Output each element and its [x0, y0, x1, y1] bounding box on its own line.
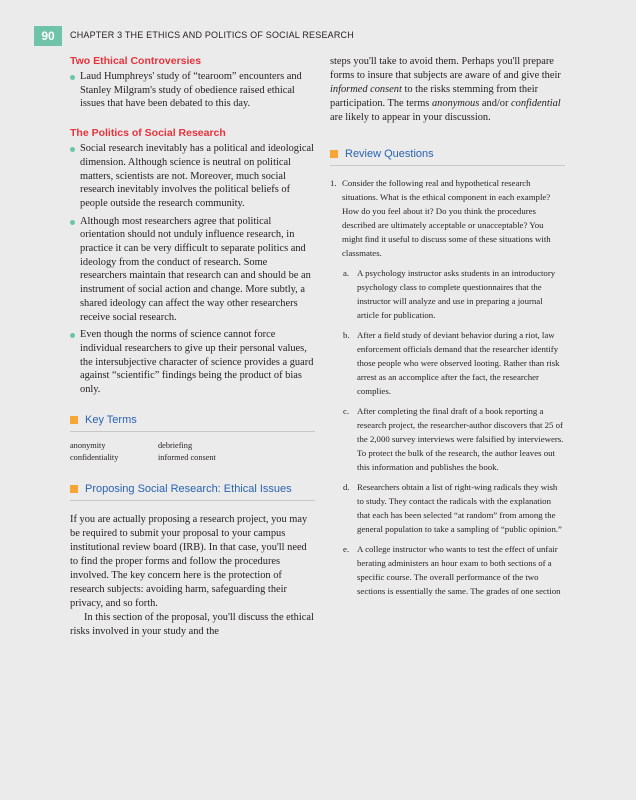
divider: [70, 500, 315, 501]
bullet-item: Although most researchers agree that political orientation should not unduly influence research, in practice it can be very difficult to separate politics and ideology from the conduct of research. Some researchers maintain that research can and should be an instrument of social action and change. More subtly, a shared ideology can affect the way other researchers receive social research.: [70, 215, 315, 325]
sub-question: a. A psychology instructor asks students in an introductory psychology class to complete questionnaires that the instructor will analyze and use in preparing a journal article for publication.: [343, 268, 556, 320]
sub-question: d. Researchers obtain a list of right-wing radicals they wish to study. They contact the radicals with the explanation that each has been selected “at random” from among the general population to take a sampling of “public opinion.”: [343, 482, 562, 534]
question-item: 1. Consider the following real and hypothetical research situations. What is the ethical component in each example? How do you feel about it? Do you think the procedures described are ultimately acceptable or unacceptable? You might find it useful to discuss some of these situations with classmates.: [330, 178, 551, 258]
chapter-title: CHAPTER 3 THE ETHICS AND POLITICS OF SOCIAL RESEARCH: [70, 30, 354, 40]
key-terms-row: [70, 440, 315, 452]
key-terms-title: Key Terms: [70, 413, 315, 427]
section-title-controversies: Two Ethical Controversies: [70, 55, 202, 67]
key-term: confidentiality: [70, 452, 119, 462]
orange-square-icon: [70, 485, 78, 493]
key-term: debriefing: [158, 440, 193, 450]
section-title-politics: The Politics of Social Research: [70, 127, 226, 140]
bullet-item: Social research inevitably has a political and ideological dimension. Although science is neutral on political matters, scientists are not. Moreover, much social research inevitably involves the political beliefs of people outside the research community.: [70, 142, 315, 211]
review-questions-title: Review Questions: [330, 147, 565, 161]
orange-square-icon: [70, 416, 78, 424]
right-column: [330, 55, 565, 598]
sub-question: b. After a field study of deviant behavior during a riot, law enforcement officials demand that the researcher identify those people who were observed looting. Rather than risk arrest as an accomplice after the fact, the researcher complies.: [343, 330, 560, 396]
review-questions-section: [330, 147, 565, 598]
divider: [70, 431, 315, 432]
key-terms-row: [70, 452, 315, 464]
key-terms-section: [70, 413, 315, 464]
bullet-item: Laud Humphreys' study of “tearoom” encounters and Stanley Milgram's study of obedience raised ethical issues that have been debated to this day.: [70, 70, 315, 111]
proposing-title: Proposing Social Research: Ethical Issues: [70, 482, 315, 496]
bullet-item: Even though the norms of science cannot force individual researchers to give up their personal values, the intersubjective character of science provides a guard against “scientific” findings being the product of bias only.: [70, 328, 315, 397]
key-term: informed consent: [158, 452, 216, 462]
proposal-paragraph: If you are actually proposing a research project, you may be required to submit your proposal to your campus institutional review board (IRB). In that case, you'll need to find the proper forms and follow the procedures involved. The key concern here is the protection of research subjects: avoiding harm, safeguarding their privacy, and so forth.: [70, 513, 308, 609]
proposal-paragraph: In this section of the proposal, you'll discuss the ethical risks involved in your study and the: [70, 611, 314, 637]
proposing-section: [70, 482, 315, 639]
divider: [330, 165, 565, 166]
key-term: anonymity: [70, 440, 106, 450]
orange-square-icon: [330, 150, 338, 158]
continued-paragraph: steps you'll take to avoid them. Perhaps you'll prepare forms to insure that subjects are aware of and give their informed consent to the risks stemming from their participation. The terms anonymous and/or confidential are likely to appear in your discussion.: [330, 56, 561, 123]
left-column: [70, 55, 315, 639]
sub-question: e. A college instructor who wants to test the effect of unfair berating administers an hour exam to both sections of a specific course. The overall performance of the two sections is essentially the same. The grades of one section: [343, 544, 561, 596]
sub-question: c. After completing the final draft of a book reporting a research project, the researcher-author discovers that 25 of the 2,000 survey interviews were falsified by interviewers. To protect the bulk of the research, the author leaves out this information and publishes the book.: [343, 406, 564, 472]
page-number: 90: [34, 26, 62, 46]
